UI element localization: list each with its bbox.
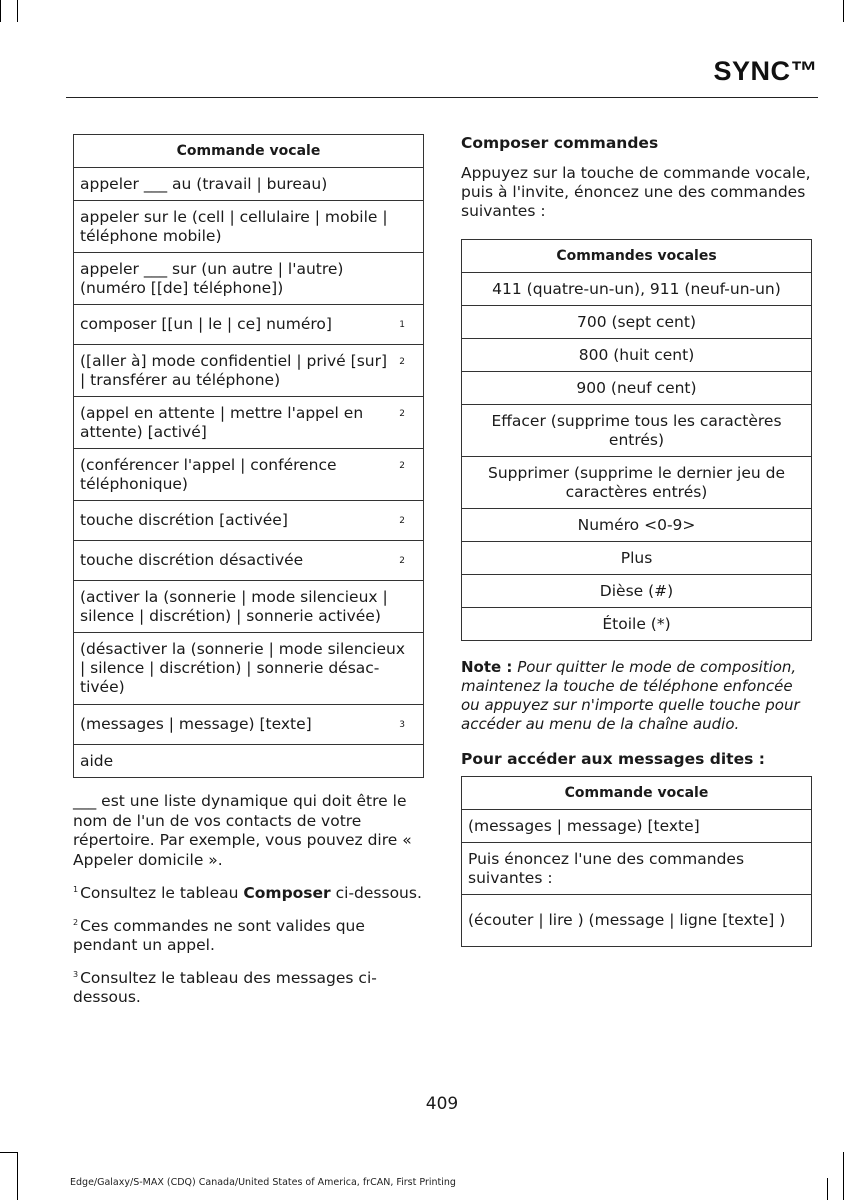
section-heading: Pour accéder aux messages dites :	[461, 750, 765, 768]
table-row: 411 (quatre-un-un), 911 (neuf-un-un)	[462, 273, 812, 306]
table-row: Puis énoncez l'une des commandes suivantes :	[462, 843, 812, 895]
footnote-ref: 1	[399, 320, 405, 330]
instruction-paragraph: Appuyez sur la touche de commande vocale, puis à l'invite, énoncez une des commandes suivantes :	[461, 164, 811, 220]
table-row: 700 (sept cent)	[462, 306, 812, 339]
footnote-ref: 2	[399, 408, 405, 419]
table-row: (activer la (sonnerie | mode silencieux | silence | discrétion) | sonnerie activée)	[74, 581, 424, 633]
footnote-ref: 2	[399, 356, 405, 367]
table-row: Effacer (supprime tous les caractères entrés)	[462, 405, 812, 457]
footer-text: Edge/Galaxy/S-MAX (CDQ) Canada/United States of America, frCAN, First Printing	[70, 1177, 456, 1188]
intro-paragraph: ___ est une liste dynamique qui doit être le nom de l'un de vos contacts de votre répertoire. Par exemple, vous pouvez dire « Appeler domicile ».	[73, 792, 412, 869]
table-row: Dièse (#)	[462, 575, 812, 608]
table-row: appeler ___ au (travail | bureau)	[74, 168, 424, 201]
table-row: 900 (neuf cent)	[462, 372, 812, 405]
header-divider	[66, 97, 818, 98]
table-row: touche discrétion désactivée 2	[74, 541, 424, 581]
table-row: Numéro <0-9>	[462, 509, 812, 542]
left-column	[73, 134, 424, 1017]
table-row: appeler ___ sur (un autre | l'autre) (numéro [[de] téléphone])	[74, 253, 424, 305]
table-row: (écouter | lire ) (message | ligne [texte] )	[462, 895, 812, 947]
crop-mark	[17, 1152, 18, 1200]
footnote-ref: 2	[399, 516, 405, 526]
table-row: Supprimer (supprime le dernier jeu de caractères entrés)	[462, 457, 812, 509]
table-header: Commande vocale	[462, 777, 812, 810]
footnote-2: $^2$ Ces commandes ne sont valides que pendant un appel.	[73, 916, 365, 954]
crop-mark	[17, 0, 18, 22]
footnote-ref: 2	[399, 556, 405, 566]
crop-mark	[827, 1178, 828, 1200]
table-row: 800 (huit cent)	[462, 339, 812, 372]
table-row: (appel en attente | mettre l'appel en attente) [activé] $^2$	[74, 397, 424, 449]
footnote-3: $^3$ Consultez le tableau des messages ci-dessous.	[73, 968, 377, 1006]
footnotes	[73, 792, 424, 1008]
crop-mark	[843, 1152, 844, 1200]
table-row: (désactiver la (sonnerie | mode silencieux | silence | discrétion) | sonnerie désac-tivée)	[74, 633, 424, 705]
table-row: (conférencer l'appel | conférence téléphonique) $^2$	[74, 449, 424, 501]
crop-mark	[0, 1152, 18, 1153]
message-command-table	[461, 776, 812, 947]
footnote-1: $^1$ Consultez le tableau Composer ci-dessous.	[73, 884, 422, 902]
page-number: 409	[425, 1094, 459, 1114]
crop-mark	[843, 0, 844, 22]
footnote-ref: 3	[399, 720, 405, 730]
crop-mark	[0, 0, 1, 22]
table-row: aide	[74, 745, 424, 778]
footnote-ref: 2	[399, 460, 405, 471]
page-title: SYNC™	[713, 56, 818, 86]
table-row: (messages | message) [texte] 3	[74, 705, 424, 745]
note-paragraph: Note : Pour quitter le mode de composition, maintenez la touche de téléphone enfoncée ou appuyez sur n'importe quelle touche pour accéder au menu de la chaîne audio.	[461, 658, 800, 733]
table-row: Plus	[462, 542, 812, 575]
table-row: touche discrétion [activée] 2	[74, 501, 424, 541]
table-row: (messages | message) [texte]	[462, 810, 812, 843]
table-header: Commande vocale	[74, 135, 424, 168]
section-heading: Composer commandes	[461, 134, 659, 152]
table-row: composer [[un | le | ce] numéro] 1	[74, 305, 424, 345]
voice-command-table	[73, 134, 424, 778]
table-row: ([aller à] mode confidentiel | privé [sur] | transférer au téléphone) $^2$	[74, 345, 424, 397]
table-row: Étoile (*)	[462, 608, 812, 641]
table-row: appeler sur le (cell | cellulaire | mobile | téléphone mobile)	[74, 201, 424, 253]
table-header: Commandes vocales	[462, 240, 812, 273]
right-column	[461, 134, 812, 947]
dial-command-table	[461, 239, 812, 641]
